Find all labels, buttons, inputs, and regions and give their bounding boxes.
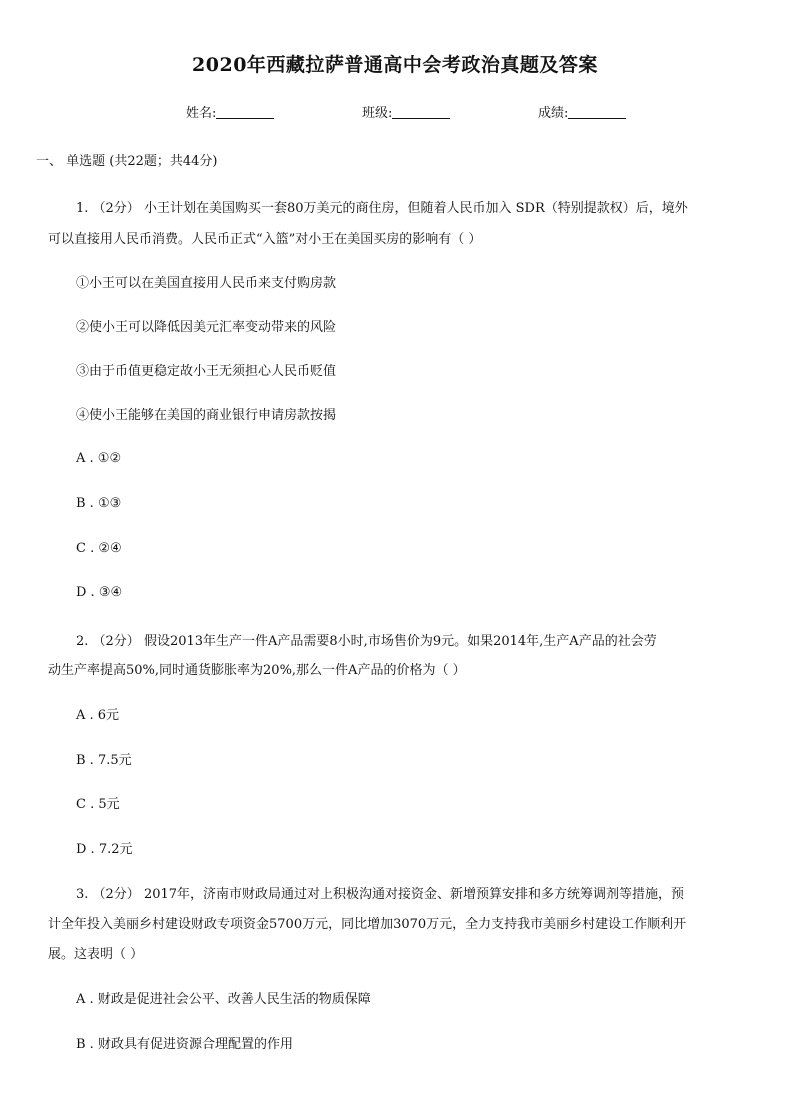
question-2-option-a: A . 6元 — [76, 708, 120, 723]
section-heading: 一、 单选题 (共22题；共44分) — [36, 154, 218, 169]
question-1-option-d: D . ③④ — [76, 585, 123, 600]
name-label: 姓名: — [186, 106, 217, 121]
score-blank — [568, 104, 626, 119]
question-1-option-a: A . ①② — [76, 451, 122, 466]
question-1-stem-line-2: 可以直接用人民币消费。人民币正式“入篮”对小王在美国买房的影响有（ ） — [48, 232, 482, 247]
question-1-statement-2: ②使小王可以降低因美元汇率变动带来的风险 — [76, 320, 337, 335]
name-field — [186, 102, 274, 121]
question-2-stem-line-1: 2. （2分） 假设2013年生产一件A产品需要8小时,市场售价为9元。如果2014年,生产A产品的社会劳 — [76, 634, 657, 649]
question-2-stem-line-2: 动生产率提高50%,同时通货膨胀率为20%,那么一件A产品的价格为（ ） — [48, 663, 466, 678]
question-1-statement-1: ①小王可以在美国直接用人民币来支付购房款 — [76, 276, 337, 291]
question-1-option-b: B . ①③ — [76, 496, 122, 511]
question-1-stem-line-1: 1. （2分） 小王计划在美国购买一套80万美元的商住房，但随着人民币加入 SDR（特别提款权）后，境外 — [76, 201, 688, 216]
student-info-row — [0, 102, 790, 124]
score-field — [538, 102, 626, 121]
question-1-statement-3: ③由于币值更稳定故小王无须担心人民币贬值 — [76, 364, 337, 379]
question-2-option-c: C . 5元 — [76, 797, 120, 812]
question-2-option-b: B . 7.5元 — [76, 753, 132, 768]
name-blank — [216, 104, 274, 119]
question-3-stem-line-3: 展。这表明（ ） — [48, 947, 144, 962]
question-3-option-b: B . 财政具有促进资源合理配置的作用 — [76, 1037, 293, 1052]
document-title: 2020年西藏拉萨普通高中会考政治真题及答案 — [192, 54, 598, 76]
question-2-option-d: D . 7.2元 — [76, 842, 133, 857]
question-1-statement-4: ④使小王能够在美国的商业银行申请房款按揭 — [76, 408, 337, 423]
question-3-stem-line-2: 计全年投入美丽乡村建设财政专项资金5700万元，同比增加3070万元，全力支持我市美丽乡村建设工作顺利开 — [48, 917, 687, 932]
question-3-stem-line-1: 3. （2分） 2017年，济南市财政局通过对上积极沟通对接资金、新增预算安排和多方统筹调剂等措施，预 — [76, 887, 685, 902]
class-label: 班级: — [362, 106, 393, 121]
question-3-option-a: A . 财政是促进社会公平、改善人民生活的物质保障 — [76, 992, 371, 1007]
score-label: 成绩: — [538, 106, 569, 121]
class-blank — [392, 104, 450, 119]
question-1-option-c: C . ②④ — [76, 541, 122, 556]
class-field — [362, 102, 450, 121]
